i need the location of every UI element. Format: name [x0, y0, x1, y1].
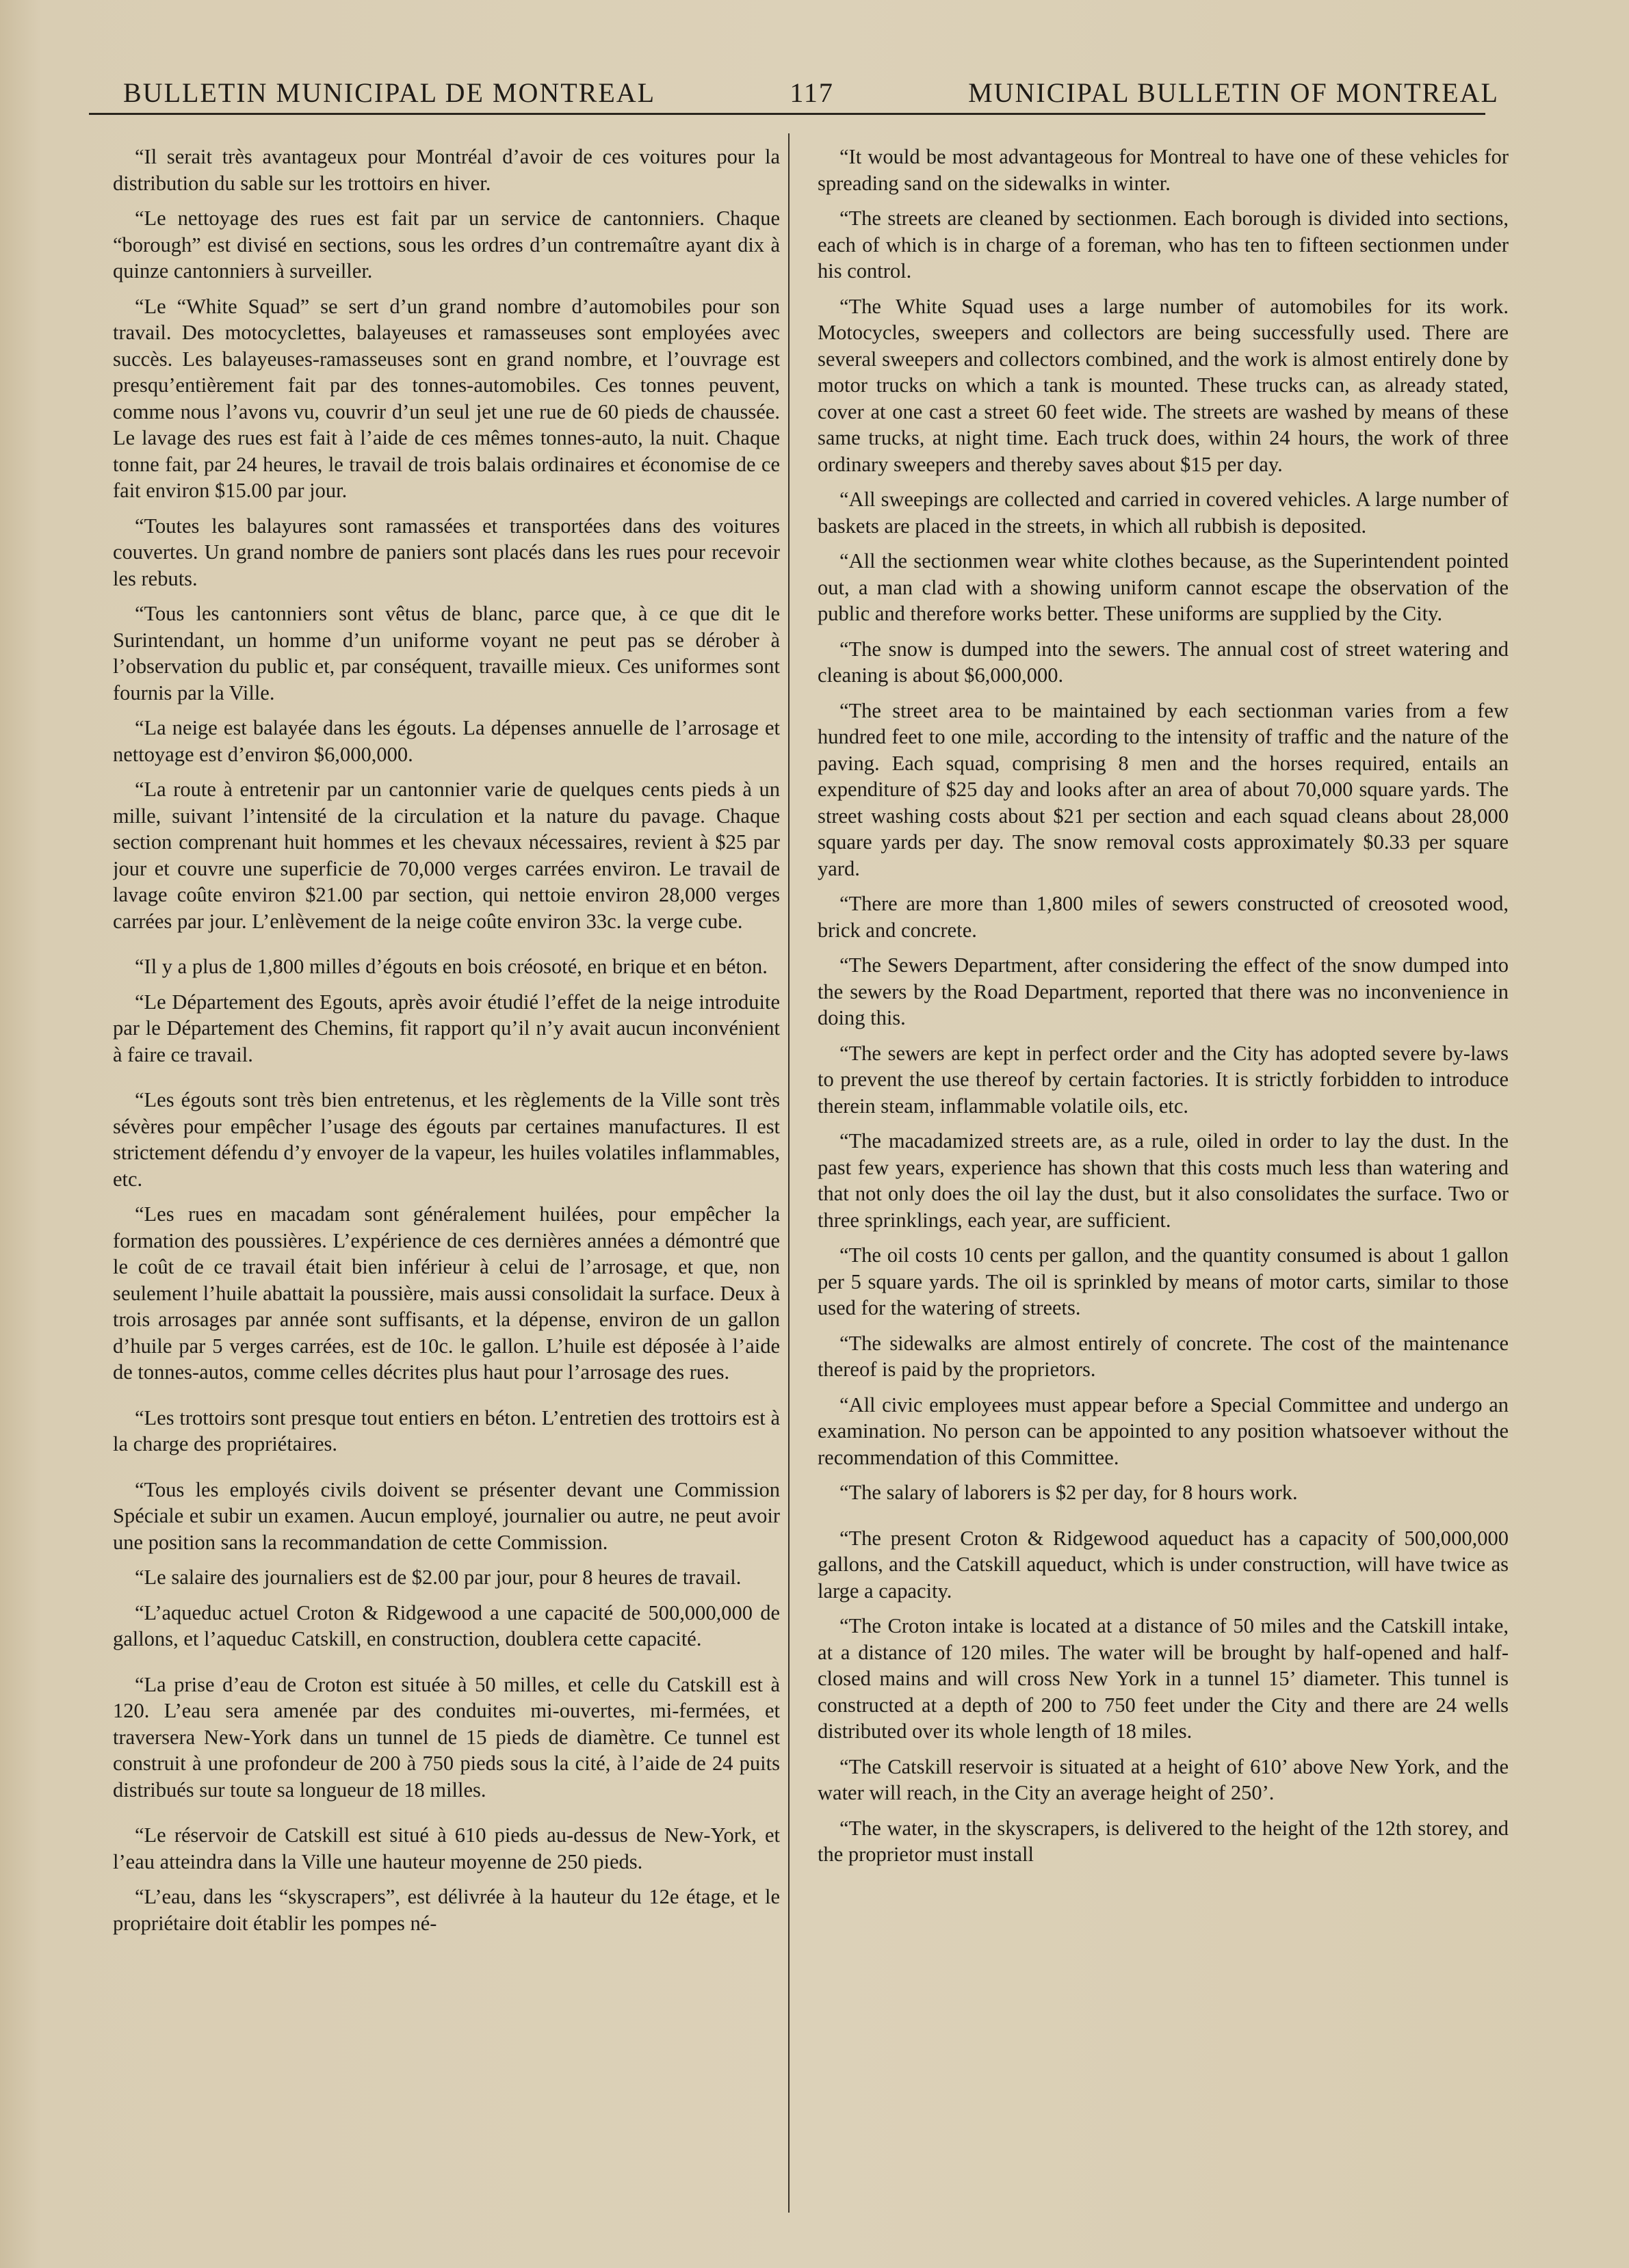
paragraph: “The Catskill reservoir is situated at a height of 610’ above New York, and the water will reach, in the City an average height of 250’.: [818, 1754, 1509, 1804]
french-column: [113, 144, 780, 2209]
paragraph: “The Croton intake is located at a distance of 50 miles and the Catskill intake, at a distance of 120 miles. The water will be brought by half-opened and half-closed mains and will cross New York in a tunnel 15’ diameter. This tunnel is constructed at a depth of 200 to 750 feet under the City and there are 24 wells distributed over its whole length of 18 miles.: [818, 1614, 1509, 1743]
paragraph: “Toutes les balayures sont ramassées et transportées dans des voitures couvertes. Un grand nombre de paniers sont placés dans les rues pour recevoir les rebuts.: [113, 514, 780, 590]
paragraph: “The snow is dumped into the sewers. The annual cost of street watering and cleaning is about $6,000,000.: [818, 637, 1509, 687]
paragraph: “The White Squad uses a large number of automobiles for its work. Motocycles, sweepers and collectors are being successfully used. There are several sweepers and collectors combined, and the work is almost entirely done by motor trucks on which a tank is mounted. These trucks can, as already stated, cover at one cast a street 60 feet wide. The streets are washed by means of these same trucks, at night time. Each truck does, within 24 hours, the work of three ordinary sweepers and thereby saves about $15 per day.: [818, 294, 1509, 476]
header-title-french: BULLETIN MUNICIPAL DE MONTREAL: [123, 77, 656, 108]
page-number: 117: [790, 77, 834, 108]
paragraph: “It would be most advantageous for Montreal to have one of these vehicles for spreading sand on the sidewalks in winter.: [818, 145, 1509, 195]
paragraph: “The streets are cleaned by sectionmen. Each borough is divided into sections, each of which is in charge of a foreman, who has ten to fifteen sectionmen under his control.: [818, 207, 1509, 282]
paragraph: “La route à entretenir par un cantonnier varie de quelques cents pieds à un mille, suivant l’intensité de la circulation et la nature du pavage. Chaque section comprenant huit hommes et les chevaux nécessaires, revient à $25 par jour et couvre une superficie de 70,000 verges carrées environ. Le travail de lavage coûte environ $21.00 par section, qui nettoie environ 28,000 verges carrées par jour. L’enlèvement de la neige coûte environ 33c. la verge cube.: [113, 778, 780, 933]
paragraph: “Les trottoirs sont presque tout entiers en béton. L’entretien des trottoirs est à la charge des propriétaires.: [113, 1406, 780, 1455]
paragraph: “The sewers are kept in perfect order and the City has adopted severe by-laws to prevent the use thereof by certain factories. It is strictly forbidden to introduce therein steam, inflammable volatile oils, etc.: [818, 1041, 1509, 1118]
header-rule: [89, 113, 1485, 115]
paragraph: “There are more than 1,800 miles of sewers constructed of creosoted wood, brick and concrete.: [818, 892, 1509, 942]
paragraph: “Les égouts sont très bien entretenus, et les règlements de la Ville sont très sévères pour empêcher l’usage des égouts par certaines manufactures. Il est strictement défendu d’y envoyer de la vapeur, les huiles volatiles inflammables, etc.: [113, 1088, 780, 1191]
paragraph: “Il serait très avantageux pour Montréal d’avoir de ces voitures pour la distribution du sable sur les trottoirs en hiver.: [113, 145, 780, 195]
paragraph: “All civic employees must appear before a Special Committee and undergo an examination. No person can be appointed to any position whatsoever without the recommendation of this Committee.: [818, 1393, 1509, 1469]
header-title-english: MUNICIPAL BULLETIN OF MONTREAL: [968, 77, 1499, 108]
paragraph: “The oil costs 10 cents per gallon, and the quantity consumed is about 1 gallon per 5 square yards. The oil is sprinkled by means of motor carts, similar to those used for the watering of streets.: [818, 1243, 1509, 1319]
paragraph: “The salary of laborers is $2 per day, for 8 hours work.: [839, 1481, 1298, 1504]
paragraph: “Le “White Squad” se sert d’un grand nombre d’automobiles pour son travail. Des motocyclettes, balayeuses et ramasseuses sont employées avec succès. Les balayeuses-ramasseuses sont en grand nombre, et l’ouvrage est presqu’entièrement fait par des tonnes-automobiles. Ces tonnes peuvent, comme nous l’avons vu, couvrir d’un seul jet une rue de 60 pieds de chaussée. Le lavage des rues est fait à l’aide de ces mêmes tonnes-auto, la nuit. Chaque tonne fait, par 24 heures, le travail de trois balais ordinaires et économise de ce fait environ $15.00 par jour.: [113, 294, 780, 502]
paragraph: “The sidewalks are almost entirely of concrete. The cost of the maintenance thereof is paid by the proprietors.: [818, 1331, 1509, 1381]
paragraph: “Les rues en macadam sont généralement huilées, pour empêcher la formation des poussières. L’expérience de ces dernières années a démontré que le coût de ce travail était bien inférieur à celui de l’arrosage, et que, non seulement l’huile abattait la poussière, mais aussi consolidait la surface. Deux à trois arrosages par année sont suffisants, et la dépense, environ de un gallon d’huile par 5 verges carrées, est de 10c. le gallon. L’huile est déposée à l’aide de tonnes-autos, comme celles décrites plus haut pour l’arrosage des rues.: [113, 1202, 780, 1384]
paragraph: “The street area to be maintained by each sectionman varies from a few hundred feet to one mile, according to the intensity of traffic and the nature of the paving. Each squad, comprising 8 men and the horses required, entails an expenditure of $25 day and looks after an area of about 70,000 square yards. The street washing costs about $21 per section and each squad cleans about 28,000 square yards per day. The snow removal costs approximately $0.33 per square yard.: [818, 698, 1509, 880]
paragraph: “Le nettoyage des rues est fait par un service de cantonniers. Chaque “borough” est divisé en sections, sous les ordres d’un contremaître ayant dix à quinze cantonniers à surveiller.: [113, 207, 780, 282]
paragraph: “The Sewers Department, after considering the effect of the snow dumped into the sewers by the Road Department, reported that there was no inconvenience in doing this.: [818, 953, 1509, 1029]
paragraph: “The macadamized streets are, as a rule, oiled in order to lay the dust. In the past few years, experience has shown that this costs much less than watering and that not only does the oil lay the dust, but it also consolidates the surface. Two or three sprinklings, each year, are sufficient.: [818, 1129, 1509, 1232]
paragraph: “Le Département des Egouts, après avoir étudié l’effet de la neige introduite par le Département des Chemins, fit rapport qu’il n’y avait aucun inconvénient à faire ce travail.: [113, 990, 780, 1066]
paragraph: “Tous les cantonniers sont vêtus de blanc, parce que, à ce que dit le Surintendant, un homme d’un uniforme voyant ne peut pas se dérober à l’observation du public et, par conséquent, travaille mieux. Ces uniformes sont fournis par la Ville.: [113, 602, 780, 704]
paragraph: “All the sectionmen wear white clothes because, as the Superintendent pointed out, a man clad with a showing uniform cannot escape the observation of the public and therefore works better. These uniforms are supplied by the City.: [818, 549, 1509, 625]
paragraph: “All sweepings are collected and carried in covered vehicles. A large number of baskets are placed in the streets, in which all rubbish is deposited.: [818, 488, 1509, 538]
english-column: [818, 144, 1509, 2209]
paragraph: “Tous les employés civils doivent se présenter devant une Commission Spéciale et subir un examen. Aucun employé, journalier ou autre, ne peut avoir une position sans la recommandation de cette Commission.: [113, 1477, 780, 1554]
page-header: [123, 65, 1499, 120]
paragraph: “La neige est balayée dans les égouts. La dépenses annuelle de l’arrosage et nettoyage est d’environ $6,000,000.: [113, 716, 780, 766]
paragraph: “Le réservoir de Catskill est situé à 610 pieds au-dessus de New-York, et l’eau atteindra dans la Ville une hauteur moyenne de 250 pieds.: [113, 1823, 780, 1873]
paragraph: “L’eau, dans les “skyscrapers”, est délivrée à la hauteur du 12e étage, et le propriétaire doit établir les pompes né-: [113, 1885, 780, 1935]
paragraph: “Il y a plus de 1,800 milles d’égouts en bois créosoté, en brique et en béton.: [135, 955, 768, 978]
paragraph: “The water, in the skyscrapers, is delivered to the height of the 12th storey, and the proprietor must install: [818, 1816, 1509, 1866]
paragraph: “La prise d’eau de Croton est située à 50 milles, et celle du Catskill est à 120. L’eau sera amenée par des conduites mi-ouvertes, mi-fermées, et traversera New-York dans un tunnel de 15 pieds de diamètre. Ce tunnel est construit à une profondeur de 200 à 750 pieds sous la cité, à l’aide de 24 puits distribués sur toute sa longueur de 18 milles.: [113, 1672, 780, 1802]
column-divider: [788, 133, 790, 2213]
paragraph: “L’aqueduc actuel Croton & Ridgewood a une capacité de 500,000,000 de gallons, et l’aqueduc Catskill, en construction, doublera cette capacité.: [113, 1600, 780, 1650]
paragraph: “The present Croton & Ridgewood aqueduct has a capacity of 500,000,000 gallons, and the Catskill aqueduct, which is under construction, will have twice as large a capacity.: [818, 1526, 1509, 1603]
paragraph: “Le salaire des journaliers est de $2.00 par jour, pour 8 heures de travail.: [135, 1566, 742, 1589]
